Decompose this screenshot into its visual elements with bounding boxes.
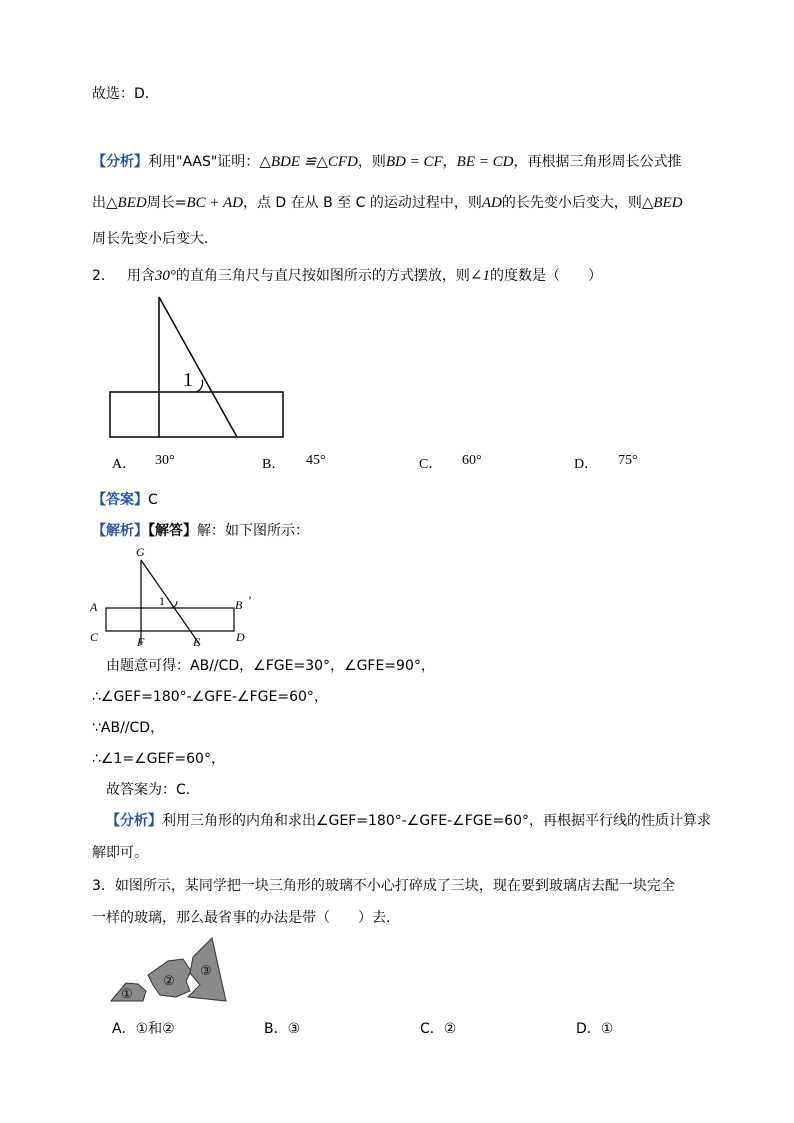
answer-tag: 【答案】 [92,492,148,508]
label-d: D [236,630,245,644]
q3-option-d-letter: D． [576,1021,601,1037]
q2-option-b[interactable] [262,453,326,473]
q3-option-b[interactable] [264,1018,300,1038]
analysis1-text-c: ， [442,154,457,170]
analysis1-math-bd-cf: BD = CF [385,154,443,170]
q3-stem-line1 [92,875,675,895]
line-ge [141,560,200,645]
q2-analysis-line2: 解即可。 [92,845,148,861]
ruler [110,392,283,437]
q2-number: 2． [92,268,115,284]
analysis1-text-a: 利用"AAS"证明： [148,154,260,170]
q2-stem-math-30: 30° [154,268,176,284]
q3-option-d[interactable] [576,1018,613,1038]
piece-label-1: ① [121,986,133,1001]
label-prime: ’ [248,593,252,607]
q2-option-a-value: 30° [155,453,175,468]
q2-analysis-text1: 利用三角形的内角和求出∠GEF=180°-∠GFE-∠FGE=60°，再根据平行线的性质计算求 [162,813,711,829]
q2-step-3: ∵AB//CD， [92,720,165,736]
analysis1-l2-c: ，点 D 在从 B 至 C 的运动过程中，则 [242,195,482,211]
intro-text: 故选：D. [92,86,150,102]
q2-analysis-tag: 【分析】 [106,813,162,829]
q3-option-a-value: ①和② [135,1021,175,1037]
solution-tag: 【解析】 [92,523,148,539]
q3-stem-l1: 如图所示，某同学把一块三角形的玻璃不小心打碎成了三块，现在要到玻璃店去配一块完全 [114,878,675,894]
q3-option-b-value: ③ [287,1021,301,1037]
q3-option-c-value: ② [443,1021,457,1037]
analysis1-text-d: ，再根据三角形周长公式推 [513,154,682,170]
q2-option-a[interactable] [112,453,175,473]
q3-number: 3． [92,878,115,894]
q2-option-c-letter: C． [419,457,443,472]
analysis-tag: 【分析】 [92,154,148,170]
q2-answer [92,489,158,509]
q2-step-2: ∴∠GEF=180°-∠GFE-∠FGE=60°， [92,689,328,705]
q3-option-b-letter: B． [264,1021,288,1037]
analysis1-l2-d: 的长先变小后变大，则 [501,195,642,211]
q3-option-a-letter: A． [112,1021,136,1037]
solution-tag2: 【解答】 [148,523,197,539]
analysis1-l2-b: 周长= [146,195,187,211]
answer-value: C [148,492,158,508]
label-a: A [90,600,98,614]
q2-option-c-value: 60° [462,453,482,468]
solution-intro: 解：如下图所示： [197,523,309,539]
q3-glass-pieces-figure [108,935,233,1007]
analysis1-line2 [92,192,683,212]
q2-step-4: ∴∠1=∠GEF=60°， [92,751,225,767]
q3-option-d-value: ① [600,1021,614,1037]
analysis1-line1 [92,151,681,171]
q2-step-5: 故答案为：C. [106,782,191,798]
q2-stem [92,265,602,285]
angle-arc [195,380,203,392]
q2-stem-c: 的度数是（ ） [490,268,602,284]
analysis1-l2-math-bed: △BED [106,195,147,211]
analysis1-l2-a: 出 [92,195,106,211]
label-f: F [137,635,145,649]
q2-option-c[interactable] [419,453,482,473]
q2-step-1: 由题意可得：AB//CD，∠FGE=30°，∠GFE=90°， [106,658,435,674]
analysis1-line3: 周长先变小后变大. [92,231,209,247]
q2-option-d-value: 75° [618,453,638,468]
label-g: G [136,545,145,559]
q2-option-a-letter: A． [112,457,137,472]
analysis1-l2-math-bc-ad: BC + AD [186,195,243,211]
analysis1-math-be-cd: BE = CD [456,154,514,170]
piece-label-2: ② [163,973,175,988]
label-e: E [193,635,201,649]
q2-ruler-triangle-figure [105,292,290,442]
piece-label-3: ③ [200,963,212,978]
angle-label-1: 1 [183,369,193,391]
q2-stem-math-angle1: ∠1 [469,268,490,284]
q3-option-a[interactable] [112,1018,175,1038]
label-angle-1: 1 [159,594,165,608]
q2-stem-a: 用含 [126,268,155,284]
q2-analysis-line1 [106,810,711,830]
q2-solution-figure [86,540,266,650]
analysis1-text-b: ，则 [357,154,386,170]
analysis1-l2-math-bed2: △BED [641,195,683,211]
q2-option-b-letter: B． [262,457,286,472]
triangle-hypotenuse [159,297,237,437]
analysis1-math-congruent: △BDE ≌△CFD [259,154,358,170]
q2-stem-b: 的直角三角尺与直尺按如图所示的方式摆放，则 [175,268,470,284]
q2-option-b-value: 45° [306,453,326,468]
ruler-rect [106,608,234,631]
label-b: B [235,598,243,612]
q3-stem-line2: 一样的玻璃，那么最省事的办法是带（ ）去. [92,910,391,926]
q3-option-c[interactable] [420,1018,456,1038]
analysis1-l2-math-ad: AD [481,195,502,211]
angle-arc-small [172,601,177,608]
q2-option-d[interactable] [574,453,638,473]
q2-solution-header [92,520,309,540]
q2-option-d-letter: D． [574,457,599,472]
label-c: C [90,630,99,644]
q3-option-c-letter: C． [420,1021,444,1037]
